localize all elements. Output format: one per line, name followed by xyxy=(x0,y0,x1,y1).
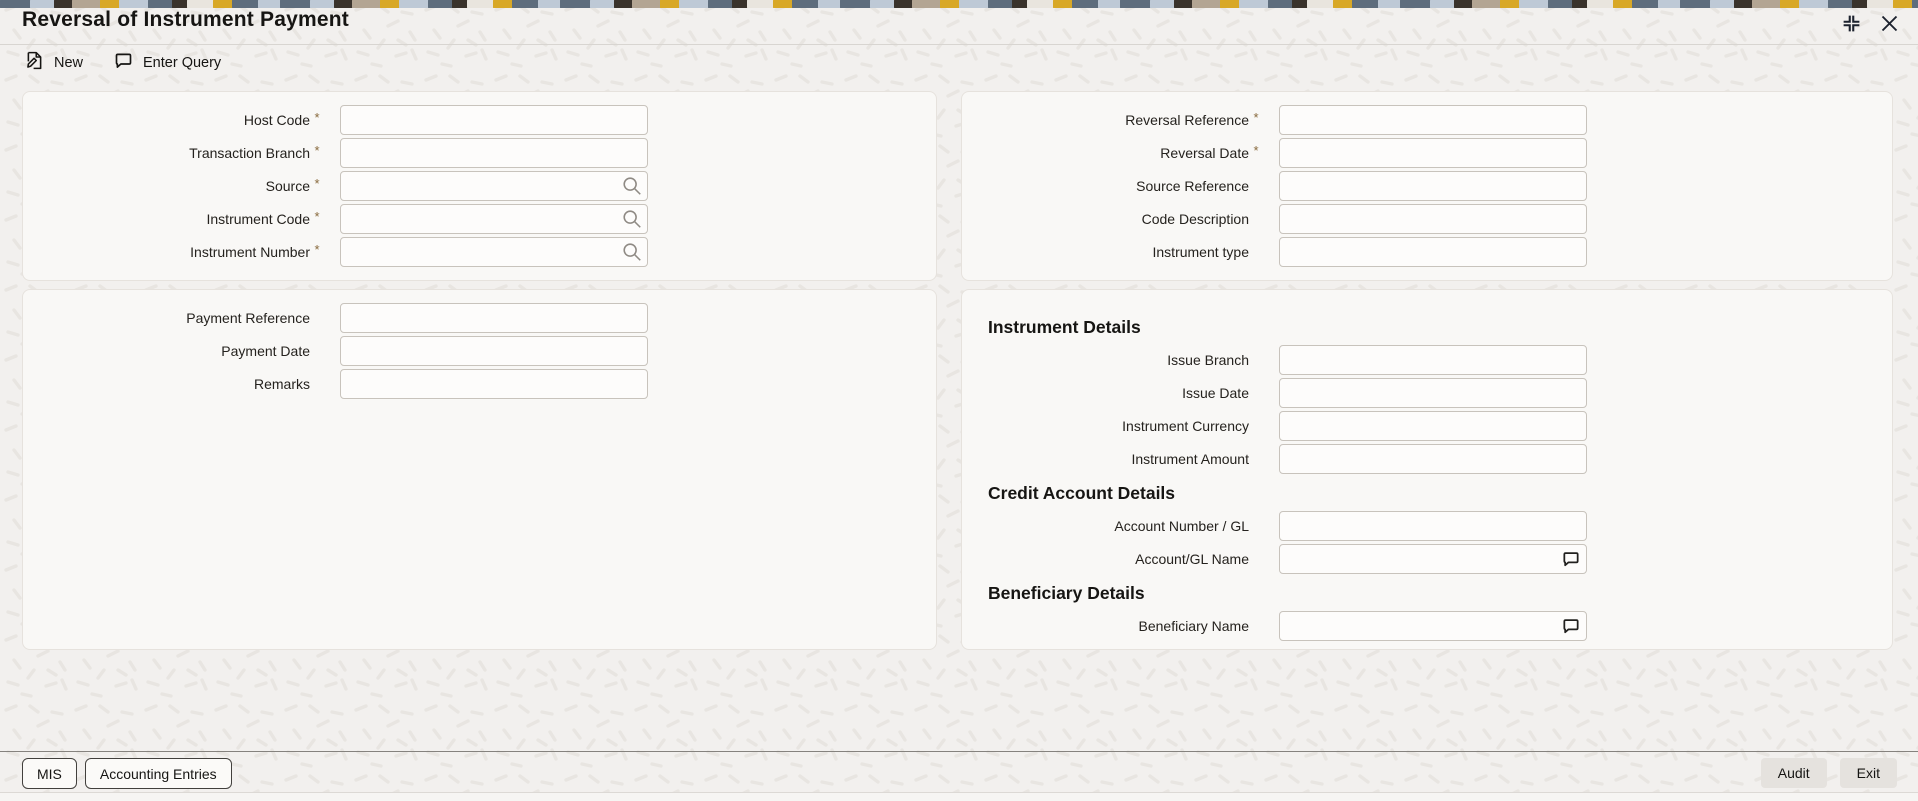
field-label: Transaction Branch xyxy=(189,145,310,161)
audit-button[interactable]: Audit xyxy=(1761,758,1827,788)
page-title: Reversal of Instrument Payment xyxy=(22,8,349,31)
field-input-wrap xyxy=(340,237,648,267)
field-input-wrap xyxy=(340,138,648,168)
panel-payment-details xyxy=(22,289,937,650)
field-account-number-gl xyxy=(962,511,1892,541)
required-marker-empty xyxy=(1249,523,1263,529)
payment-date-input[interactable] xyxy=(340,336,648,366)
bottom-edge xyxy=(0,792,1918,801)
host-code-input[interactable] xyxy=(340,105,648,135)
toolbar xyxy=(24,49,221,77)
footer-left-buttons xyxy=(22,758,232,789)
field-source xyxy=(23,171,936,201)
field-input-wrap xyxy=(1279,171,1587,201)
reversal-reference-input[interactable] xyxy=(1279,105,1587,135)
required-marker-empty xyxy=(1249,456,1263,462)
exit-button[interactable]: Exit xyxy=(1840,758,1897,788)
field-instrument-type xyxy=(962,237,1892,267)
camo-banner xyxy=(0,0,1918,8)
required-marker: * xyxy=(1253,109,1259,125)
restore-window-icon[interactable] xyxy=(1840,12,1862,34)
required-marker-empty xyxy=(310,315,324,321)
field-instrument-amount xyxy=(962,444,1892,474)
search-lov-icon[interactable] xyxy=(621,241,643,263)
section-heading-beneficiary-details: Beneficiary Details xyxy=(988,583,1145,603)
account-number-gl-input[interactable] xyxy=(1279,511,1587,541)
transaction-branch-input[interactable] xyxy=(340,138,648,168)
field-account-gl-name xyxy=(962,544,1892,574)
field-input-wrap xyxy=(340,303,648,333)
field-payment-date xyxy=(23,336,936,366)
field-code-description xyxy=(962,204,1892,234)
panel-instrument-details xyxy=(961,289,1893,650)
required-marker-empty xyxy=(1249,423,1263,429)
mis-button[interactable]: MIS xyxy=(22,758,77,789)
field-input-wrap xyxy=(1279,138,1587,168)
panel-main-right xyxy=(961,91,1893,281)
field-issue-date xyxy=(962,378,1892,408)
field-label: Source xyxy=(265,178,310,194)
source-reference-input[interactable] xyxy=(1279,171,1587,201)
footer-divider xyxy=(0,751,1918,752)
field-label: Instrument Amount xyxy=(1131,451,1249,467)
field-label: Account Number / GL xyxy=(1114,518,1249,534)
required-marker-empty xyxy=(1249,556,1263,562)
field-input-wrap xyxy=(1279,511,1587,541)
field-input-wrap xyxy=(1279,378,1587,408)
code-description-input[interactable] xyxy=(1279,204,1587,234)
compose-document-icon xyxy=(24,50,45,76)
field-source-reference xyxy=(962,171,1892,201)
new-button[interactable] xyxy=(24,50,83,76)
field-label: Instrument type xyxy=(1152,244,1249,260)
field-input-wrap xyxy=(1279,237,1587,267)
required-marker-empty xyxy=(1249,216,1263,222)
field-payment-reference xyxy=(23,303,936,333)
field-instrument-number xyxy=(23,237,936,267)
instrument-number-input[interactable] xyxy=(340,237,648,267)
field-input-wrap xyxy=(340,105,648,135)
required-marker: * xyxy=(314,109,320,125)
payment-reference-input[interactable] xyxy=(340,303,648,333)
field-instrument-code xyxy=(23,204,936,234)
field-label: Issue Date xyxy=(1182,385,1249,401)
field-beneficiary-name xyxy=(962,611,1892,641)
reversal-date-input[interactable] xyxy=(1279,138,1587,168)
field-label: Host Code xyxy=(243,112,310,128)
search-lov-icon[interactable] xyxy=(621,175,643,197)
required-marker-empty xyxy=(1249,183,1263,189)
field-label: Payment Reference xyxy=(186,310,310,326)
field-transaction-branch xyxy=(23,138,936,168)
required-marker-empty xyxy=(1249,390,1263,396)
instrument-currency-input[interactable] xyxy=(1279,411,1587,441)
field-label: Code Description xyxy=(1141,211,1249,227)
required-marker: * xyxy=(314,208,320,224)
field-label: Instrument Number xyxy=(190,244,310,260)
required-marker: * xyxy=(1253,142,1259,158)
field-input-wrap xyxy=(1279,105,1587,135)
field-label: Beneficiary Name xyxy=(1138,618,1249,634)
field-input-wrap xyxy=(1279,444,1587,474)
field-input-wrap xyxy=(340,336,648,366)
required-marker-empty xyxy=(310,381,324,387)
required-marker-empty xyxy=(1249,249,1263,255)
accounting-entries-button[interactable]: Accounting Entries xyxy=(85,758,232,789)
field-input-wrap xyxy=(340,204,648,234)
required-marker: * xyxy=(314,142,320,158)
issue-date-input[interactable] xyxy=(1279,378,1587,408)
enter-query-button[interactable] xyxy=(113,50,221,76)
field-host-code xyxy=(23,105,936,135)
field-label: Instrument Code xyxy=(206,211,310,227)
field-reversal-date xyxy=(962,138,1892,168)
field-remarks xyxy=(23,369,936,399)
required-marker: * xyxy=(314,241,320,257)
field-label: Reversal Date xyxy=(1160,145,1249,161)
field-label: Issue Branch xyxy=(1167,352,1249,368)
field-label: Account/GL Name xyxy=(1135,551,1249,567)
required-marker-empty xyxy=(1249,357,1263,363)
section-heading-credit-account-details: Credit Account Details xyxy=(988,483,1176,503)
search-lov-icon[interactable] xyxy=(621,208,643,230)
field-instrument-currency xyxy=(962,411,1892,441)
chat-bubble-icon xyxy=(113,50,134,76)
required-marker-empty xyxy=(1249,623,1263,629)
new-button-label: New xyxy=(54,55,84,71)
required-marker-empty xyxy=(310,348,324,354)
close-icon[interactable] xyxy=(1878,12,1900,34)
account-gl-name-input[interactable] xyxy=(1279,544,1587,574)
required-marker: * xyxy=(314,175,320,191)
field-input-wrap xyxy=(1279,204,1587,234)
enter-query-button-label: Enter Query xyxy=(143,55,222,71)
field-input-wrap xyxy=(1279,611,1587,641)
remarks-input[interactable] xyxy=(340,369,648,399)
field-input-wrap xyxy=(1279,411,1587,441)
field-reversal-reference xyxy=(962,105,1892,135)
title-divider xyxy=(0,44,1918,45)
field-input-wrap xyxy=(1279,345,1587,375)
instrument-type-input[interactable] xyxy=(1279,237,1587,267)
comment-bubble-icon[interactable] xyxy=(1560,615,1582,637)
source-input[interactable] xyxy=(340,171,648,201)
field-input-wrap xyxy=(1279,544,1587,574)
window-controls xyxy=(1840,12,1900,34)
field-label: Instrument Currency xyxy=(1122,418,1249,434)
instrument-code-input[interactable] xyxy=(340,204,648,234)
panel-main-left xyxy=(22,91,937,281)
field-input-wrap xyxy=(340,171,648,201)
beneficiary-name-input[interactable] xyxy=(1279,611,1587,641)
field-issue-branch xyxy=(962,345,1892,375)
footer-right-buttons xyxy=(1761,758,1897,788)
issue-branch-input[interactable] xyxy=(1279,345,1587,375)
field-label: Payment Date xyxy=(221,343,310,359)
field-label: Reversal Reference xyxy=(1125,112,1249,128)
field-label: Remarks xyxy=(253,376,310,392)
field-input-wrap xyxy=(340,369,648,399)
field-label: Source Reference xyxy=(1136,178,1249,194)
comment-bubble-icon[interactable] xyxy=(1560,548,1582,570)
section-heading-instrument-details: Instrument Details xyxy=(988,317,1141,337)
instrument-amount-input[interactable] xyxy=(1279,444,1587,474)
